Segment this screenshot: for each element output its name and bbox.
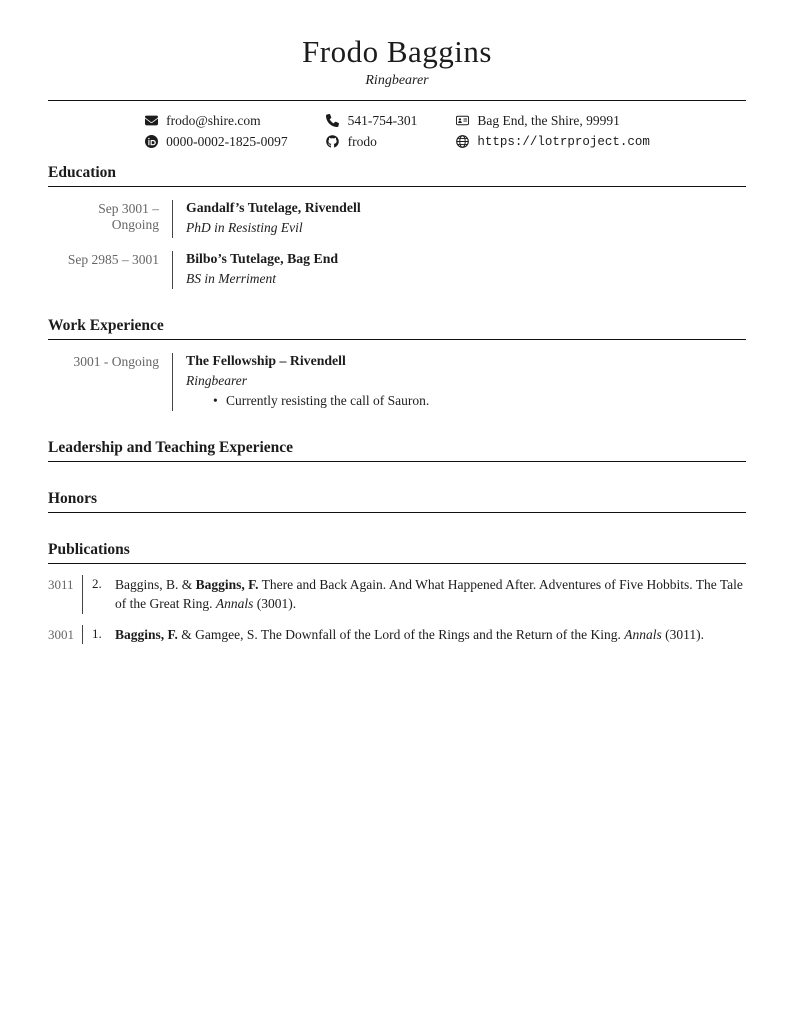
entry-body: [172, 200, 746, 238]
phone-link[interactable]: 541-754-301: [347, 112, 418, 128]
publication-number: 1.: [92, 625, 102, 641]
globe-icon: [455, 135, 469, 149]
publication-body: [82, 575, 746, 614]
entry-bullet-list: [186, 393, 746, 409]
github-link[interactable]: frodo: [347, 133, 377, 149]
contact-phone: [326, 113, 418, 129]
github-icon: [326, 135, 340, 149]
publication-item: [48, 625, 746, 645]
publication-year: 3011: [48, 576, 74, 592]
citation-author-highlight: Baggins, F.: [115, 626, 178, 642]
section-education: [48, 164, 746, 289]
citation-text-part: Baggins, B. &: [115, 576, 196, 592]
entry-subtitle: BS in Merriment: [186, 270, 276, 286]
entry-body: [172, 251, 746, 289]
section-work-experience: [48, 317, 746, 411]
resume-header: [48, 34, 746, 150]
publication-item: [48, 575, 746, 614]
section-heading-education: Education: [48, 164, 746, 187]
section-heading-leadership: Leadership and Teaching Experience: [48, 439, 746, 462]
email-icon: [144, 114, 158, 128]
entry-bullet: • Currently resisting the call of Sauron.: [186, 393, 746, 409]
orcid-link[interactable]: 0000-0002-1825-0097: [166, 133, 288, 149]
entry-subtitle: Ringbearer: [186, 372, 247, 388]
citation-text-part: (3001).: [253, 596, 297, 612]
citation-text-part: (3011).: [661, 626, 704, 642]
citation-text-part: There and Back Again. And What Happened After. Adventures of Five Hobbits. The Tale of the Great Ring.: [115, 576, 743, 612]
email-link[interactable]: frodo@shire.com: [166, 112, 261, 128]
phone-icon: [326, 114, 340, 128]
entry-date: 3001 - Ongoing: [73, 353, 159, 369]
citation-journal: Annals: [215, 596, 254, 612]
section-heading-honors: Honors: [48, 490, 746, 513]
contact-info: [48, 113, 746, 150]
entry-title: The Fellowship – Rivendell: [186, 352, 346, 368]
orcid-icon: [144, 135, 158, 149]
entry-subtitle: PhD in Resisting Evil: [186, 219, 303, 235]
entry-body: [172, 353, 746, 411]
contact-orcid: [144, 134, 288, 150]
contact-address: [455, 113, 650, 129]
page-title: Frodo Baggins: [302, 34, 492, 69]
entry-date: Sep 2985 – 3001: [67, 251, 159, 267]
publication-year: 3001: [48, 626, 74, 642]
section-honors: [48, 490, 746, 513]
section-heading-publications: Publications: [48, 541, 746, 564]
citation-text-part: & Gamgee, S. The Downfall of the Lord of the Rings and the Return of the King.: [177, 626, 625, 642]
publication-number: 2.: [92, 575, 102, 591]
citation: [115, 625, 746, 645]
contact-email: [144, 113, 288, 129]
section-leadership: [48, 439, 746, 462]
website-link[interactable]: https://lotrproject.com: [477, 134, 650, 149]
citation-journal: Annals: [624, 626, 662, 642]
role-subtitle: Ringbearer: [365, 72, 429, 88]
section-publications: [48, 541, 746, 645]
header-divider: [48, 100, 746, 101]
citation-author-highlight: Baggins, F.: [195, 576, 259, 592]
contact-website: [455, 134, 650, 150]
work-entry: [48, 353, 746, 411]
contact-github: [326, 134, 418, 150]
publication-body: [82, 625, 746, 645]
entry-date: Sep 3001 – Ongoing: [98, 200, 159, 232]
entry-title: Gandalf’s Tutelage, Rivendell: [186, 199, 361, 215]
education-entry: [48, 200, 746, 238]
education-entry: [48, 251, 746, 289]
citation: [115, 575, 746, 614]
address-text: Bag End, the Shire, 99991: [477, 112, 620, 128]
section-heading-work: Work Experience: [48, 317, 746, 340]
entry-title: Bilbo’s Tutelage, Bag End: [186, 250, 339, 266]
address-card-icon: [455, 114, 469, 128]
